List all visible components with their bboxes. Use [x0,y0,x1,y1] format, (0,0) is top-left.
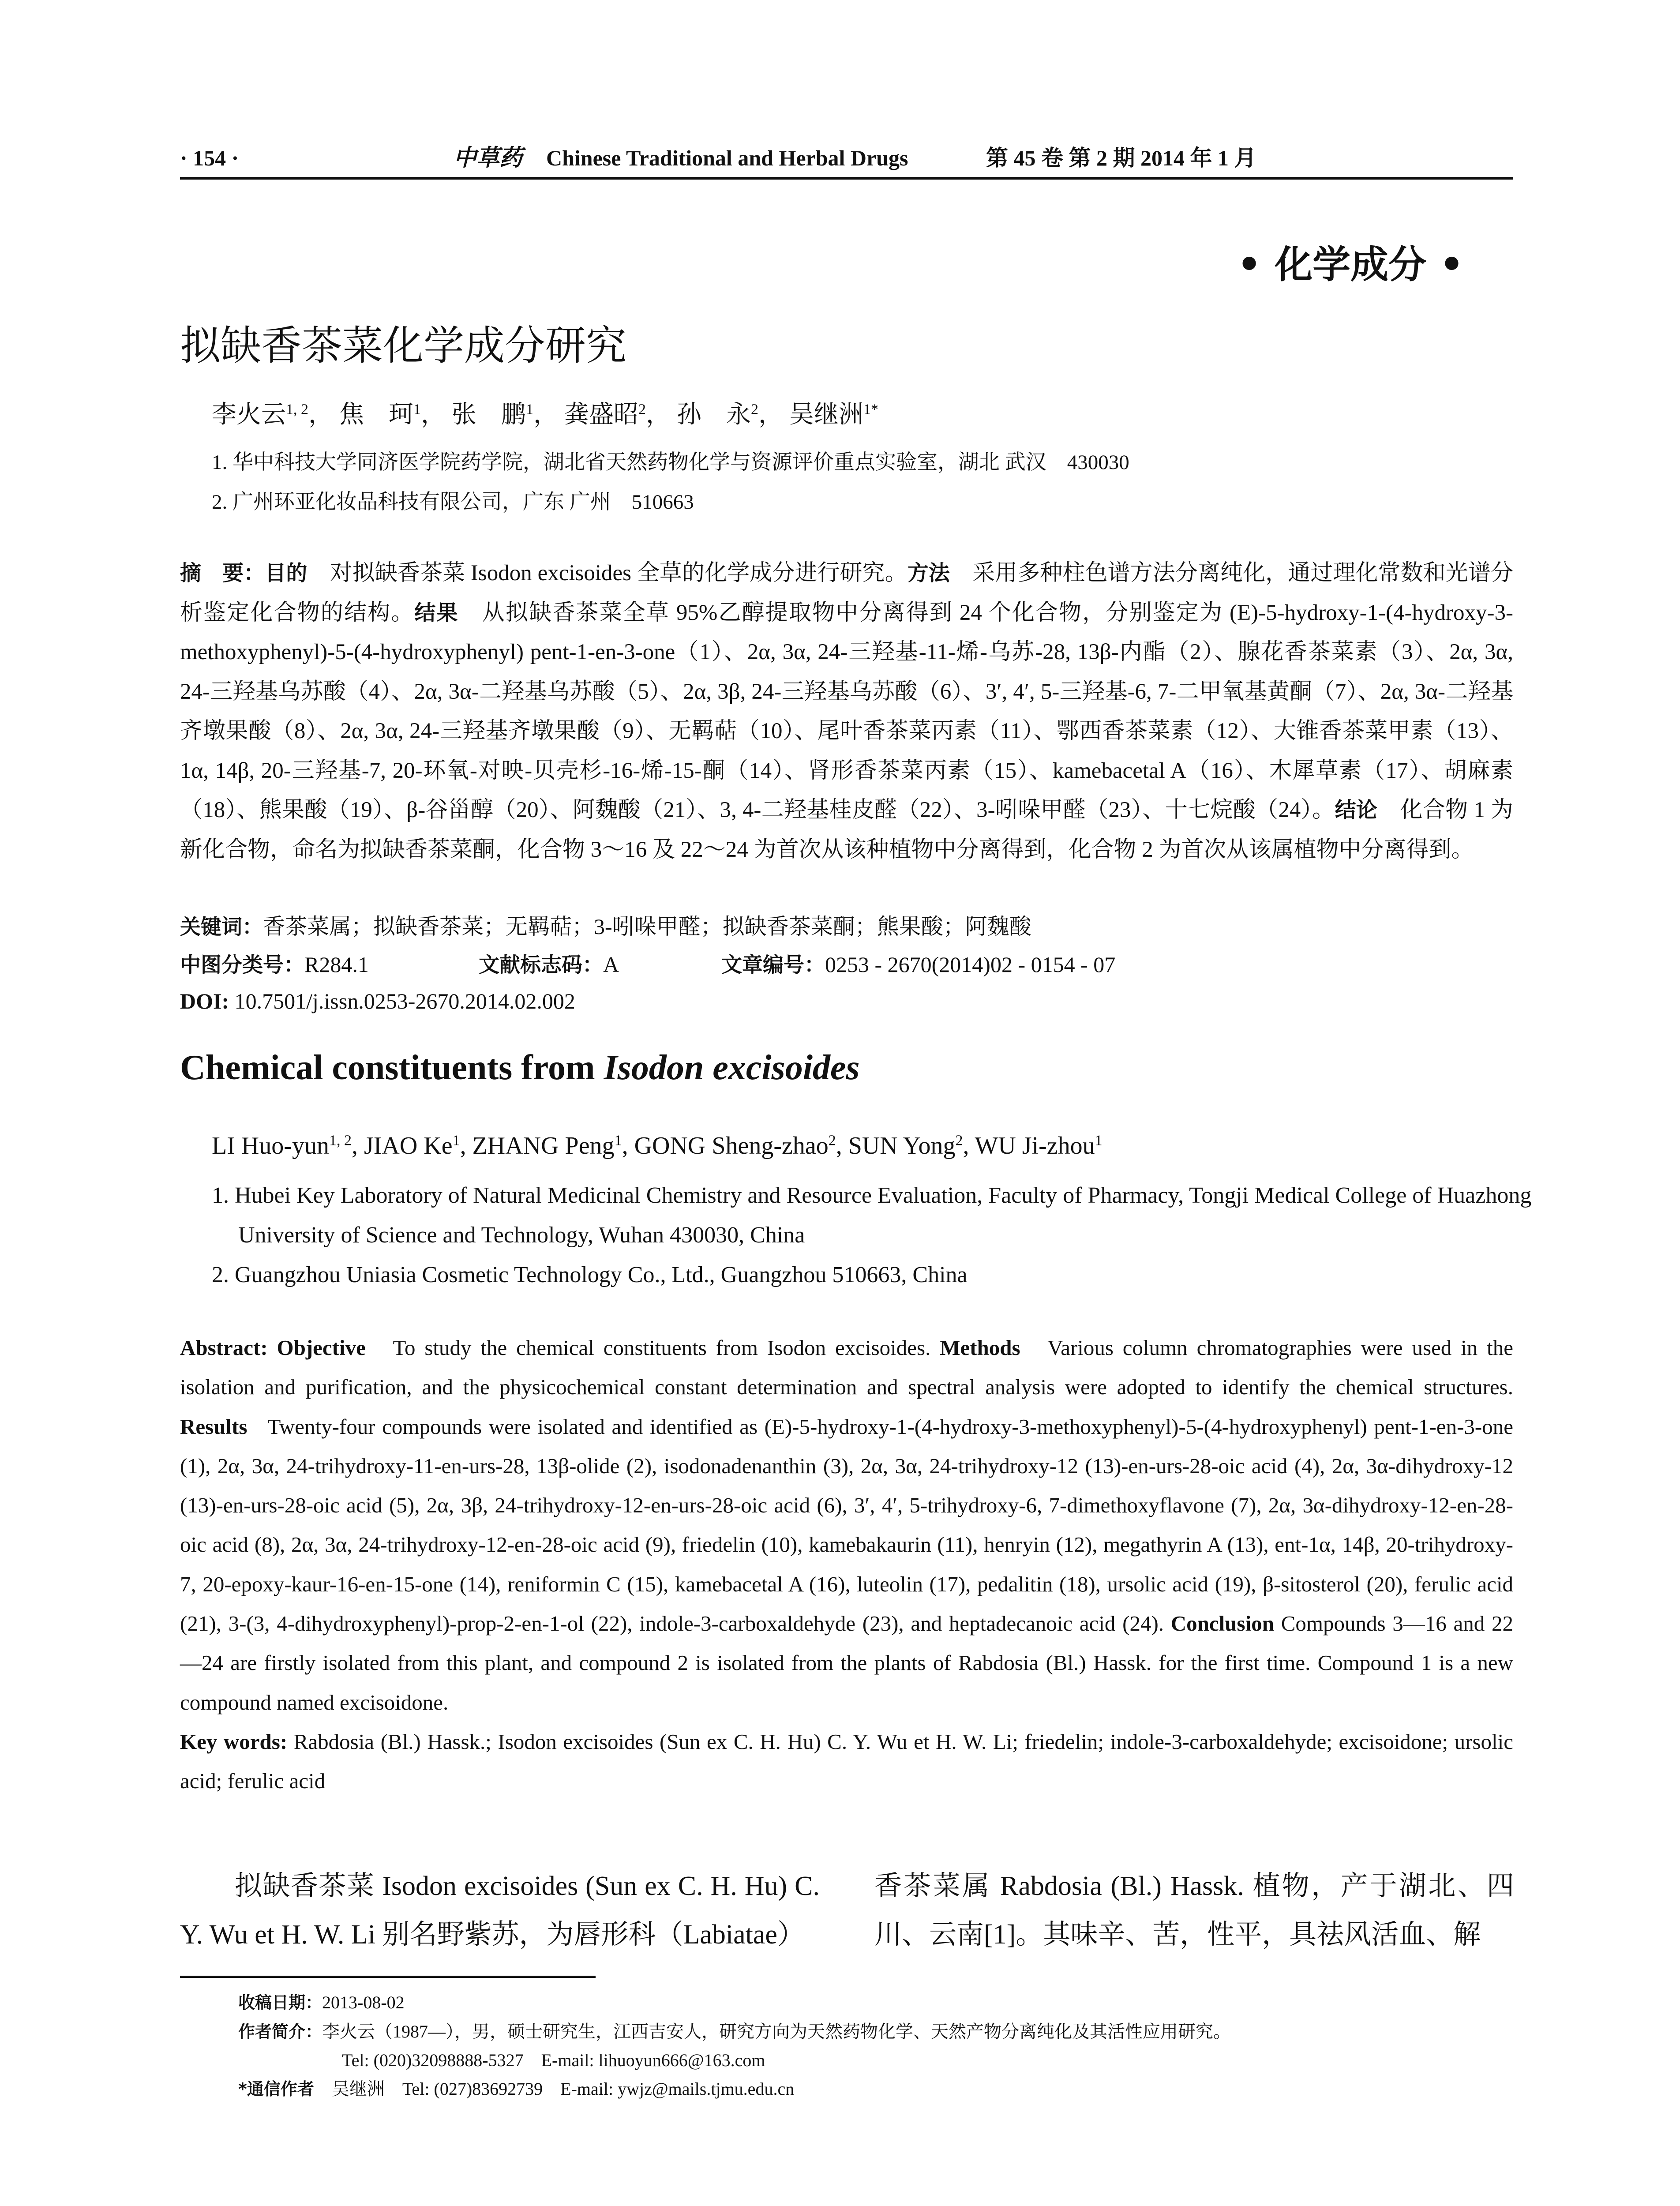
conclusion-en-text: Compounds 3—16 and 22—24 are firstly isolated from this plant, and compound 2 is isolated from the plants of Rabdosia (Bl.) Hassk. for the first time. Compound 1 is a new compound named excisoidone. [180,1611,1514,1715]
author-contact: Tel: (020)32098888-5327 E-mail: lihuoyun666@163.com [342,2050,765,2070]
affiliation-en-1: 1. Hubei Key Laboratory of Natural Medicinal Chemistry and Resource Evaluation, Faculty of Pharmacy, Tongji Medical College of Huazhong University of Science and Technology, Wuhan 430030, China [212,1183,1532,1248]
corresponding-author [238,2075,794,2100]
clc-label: 中图分类号： [180,953,304,977]
author-name: 吴继洲 [789,401,863,428]
author-name: ZHANG Peng [472,1132,615,1159]
conclusion-text: 化合物 1 为新化合物，命名为拟缺香茶菜酮，化合物 3～16 及 22～24 为首次从该种植物中分离得到，化合物 2 为首次从该属植物中分离得到。 [180,798,1513,862]
objective-en-text: To study the chemical constituents from Isodon excisoides. [393,1336,931,1360]
authors-cn: 李火云$^{1, 2}$， 焦 珂$^1$， 张 鹏$^1$， 龚盛昭$^2$， 孙 永$^2$， 吴继洲$^{1*}$ [212,401,878,428]
author-sup: 2 [955,1132,963,1149]
keywords-en-label: Key words: [180,1729,288,1754]
doi-label: DOI: [180,989,229,1013]
title-cn: 拟缺香茶菜化学成分研究 [180,322,627,369]
abstract-en [180,1328,1513,1801]
author-sup: 1* [863,401,878,418]
clc-number [180,949,369,978]
results-en-label: Results [180,1414,248,1439]
author-name: 张 鹏 [452,401,526,428]
results-label: 结果 [414,600,459,625]
affiliation-cn-2: 2. 广州环亚化妆品科技有限公司，广东 广州 510663 [212,491,694,514]
author-name: LI Huo-yun [212,1132,329,1159]
author-bio [238,2018,1231,2043]
conclusion-label: 结论 [1335,798,1378,822]
received-date [238,1989,405,2013]
abstract-cn [180,554,1513,870]
author-sup: 2 [828,1132,836,1149]
author-sup: 1 [452,1132,460,1149]
methods-text: 采用多种柱色谱方法分离纯化，通过理化常数和光谱分析鉴定化合物的结构。 [180,561,1513,625]
title-en-species: Isodon excisoides [604,1048,860,1087]
author-sup: 1 [413,401,421,418]
author-name: SUN Yong [848,1132,956,1159]
author-sup: 2 [638,401,646,418]
objective-en-label: Objective [277,1336,366,1360]
corresponding-label: *通信作者 [238,2079,314,2099]
author-sup: 1 [614,1132,622,1149]
section-tag: • 化学成分 • [1237,243,1464,287]
author-name: WU Ji-zhou [975,1132,1095,1159]
abstract-cn-label: 摘 要： [180,561,265,585]
results-en-text: Twenty-four compounds were isolated and identified as (E)-5-hydroxy-1-(4-hydroxy-3-methoxyphenyl)-5-(4-hydroxyphenyl) pent-1-en-3-one (1), 2α, 3α, 24-trihydroxy-11-en-urs-28, 13β-olide (2), isodonadenanthin (3), 2α, 3α, 24-trihydroxy-12 (13)-en-urs-28-oic acid (4), 2α, 3α-dihydroxy-12 (13)-en-urs-28-oic acid (5), 2α, 3β, 24-trihydroxy-12-en-urs-28-oic acid (6), 3′, 4′, 5-trihydroxy-6, 7-dimethoxyflavone (7), 2α, 3α-dihydroxy-12-en-28-oic acid (8), 2α, 3α, 24-trihydroxy-12-en-28-oic acid (9), friedelin (10), kamebakaurin (11), henryin (12), megathyrin A (13), ent-1α, 14β, 20-trihydroxy-7, 20-epoxy-kaur-16-en-15-one (14), reniformin C (15), kamebacetal A (16), luteolin (17), pedalitin (18), ursolic acid (19), β-sitosterol (20), ferulic acid (21), 3-(3, 4-dihydroxyphenyl)-prop-2-en-1-ol (22), indole-3-carboxaldehyde (23), and heptadecanoic acid (24). [180,1414,1513,1636]
keywords-cn-label: 关键词： [180,915,263,939]
footnote-rule [180,1976,596,1978]
abstract-en-label: Abstract: [180,1336,268,1360]
doc-label: 文献标志码： [479,953,603,977]
author-bio-label: 作者简介： [238,2022,322,2041]
title-en: Chemical constituents from Isodon excisoides [180,1048,860,1087]
affiliation-en-2: 2. Guangzhou Uniasia Cosmetic Technology Co., Ltd., Guangzhou 510663, China [212,1262,968,1287]
corresponding-text: 吴继洲 Tel: (027)83692739 E-mail: ywjz@mails.tjmu.edu.cn [331,2079,795,2099]
objective-text: 对拟缺香茶菜 Isodon excisoides 全草的化学成分进行研究。 [330,561,908,585]
author-bio-text: 李火云（1987—），男，硕士研究生，江西吉安人，研究方向为天然药物化学、天然产物分离纯化及其活性应用研究。 [322,2022,1231,2041]
methods-en-text: Various column chromatographies were used in the isolation and purification, and the physicochemical constant determination and spectral analysis were adopted to identify the chemical structures. [180,1336,1513,1399]
keywords-cn-text: 香茶菜属；拟缺香茶菜；无羁萜；3-吲哚甲醛；拟缺香茶菜酮；熊果酸；阿魏酸 [263,914,1031,939]
author-name: GONG Sheng-zhao [634,1132,829,1159]
author-name: 孙 永 [677,401,751,428]
author-name: 李火云 [212,401,286,428]
author-name: 龚盛昭 [564,401,638,428]
doc-value: A [603,952,619,977]
article-number [721,949,1115,978]
author-sup: 1, 2 [329,1132,352,1149]
doi [180,988,575,1014]
conclusion-en-label: Conclusion [1170,1611,1274,1636]
authors-en: LI Huo-yun$^{1, 2}$, JIAO Ke$^1$, ZHANG Peng$^1$, GONG Sheng-zhao$^2$, SUN Yong$^2$, WU Ji-zhou$^1$ [212,1132,1102,1159]
affiliation-cn-1: 1. 华中科技大学同济医学院药学院，湖北省天然药物化学与资源评价重点实验室，湖北 武汉 430030 [212,451,1129,474]
article-label: 文章编号： [721,953,825,977]
objective-label: 目的 [265,561,308,585]
methods-label: 方法 [907,561,950,585]
clc-value: R284.1 [304,952,369,977]
body-column-left: 拟缺香茶菜 Isodon excisoides (Sun ex C. H. Hu) C. Y. Wu et H. W. Li 别名野紫苏，为唇形科（Labiatae） [180,1871,820,1950]
author-name: JIAO Ke [364,1132,453,1159]
author-sup: 1 [1095,1132,1102,1149]
keywords-en-text: Rabdosia (Bl.) Hassk.; Isodon excisoides (Sun ex C. H. Hu) C. Y. Wu et H. W. Li; friedelin; indole-3-carboxaldehyde; excisoidone; ursolic acid; ferulic acid [180,1729,1513,1793]
article-value: 0253 - 2670(2014)02 - 0154 - 07 [825,952,1116,977]
body-column-right: 香茶菜属 Rabdosia (Bl.) Hassk. 植物，产于湖北、四川、云南[1]。其味辛、苦，性平，具祛风活血、解 [874,1871,1514,1950]
author-name: 焦 珂 [339,401,413,428]
header-rule [180,177,1513,180]
journal-name-en: Chinese Traditional and Herbal Drugs [546,146,908,170]
author-sup: 1 [526,401,533,418]
results-text: 从拟缺香茶菜全草 95%乙醇提取物中分离得到 24 个化合物，分别鉴定为 (E)-5-hydroxy-1-(4-hydroxy-3-methoxyphenyl)-5-(4-hydroxyphenyl) pent-1-en-3-one（1）、2α, 3α, 24-三羟基-11-烯-乌苏-28, 13β-内酯（2）、腺花香茶菜素（3）、2α, 3α, 24-三羟基乌苏酸（4）、2α, 3α-二羟基乌苏酸（5）、2α, 3β, 24-三羟基乌苏酸（6）、3′, 4′, 5-三羟基-6, 7-二甲氧基黄酮（7）、2α, 3α-二羟基齐墩果酸（8）、2α, 3α, 24-三羟基齐墩果酸（9）、无羁萜（10）、尾叶香茶菜丙素（11）、鄂西香茶菜素（12）、大锥香茶菜甲素（13）、1α, 14β, 20-三羟基-7, 20-环氧-对映-贝壳杉-16-烯-15-酮（14）、肾形香茶菜丙素（15）、kamebacetal A（16）、木犀草素（17）、胡麻素（18）、熊果酸（19）、β-谷甾醇（20）、阿魏酸（21）、3, 4-二羟基桂皮醛（22）、3-吲哚甲醛（23）、十七烷酸（24）。 [180,600,1513,822]
doi-link[interactable]: 10.7501/j.issn.0253-2670.2014.02.002 [234,989,575,1013]
received-label: 收稿日期： [238,1993,322,2012]
journal-name-cn: 中草药 [454,144,523,171]
author-sup: 2 [751,401,758,418]
doc-code [479,949,619,978]
page-number: · 154 · [180,146,239,170]
methods-en-label: Methods [940,1336,1020,1360]
received-value: 2013-08-02 [322,1992,405,2012]
author-sup: 1, 2 [286,401,308,418]
keywords-cn [180,909,1031,941]
issue-info: 第 45 卷 第 2 期 2014 年 1 月 [986,146,1256,170]
